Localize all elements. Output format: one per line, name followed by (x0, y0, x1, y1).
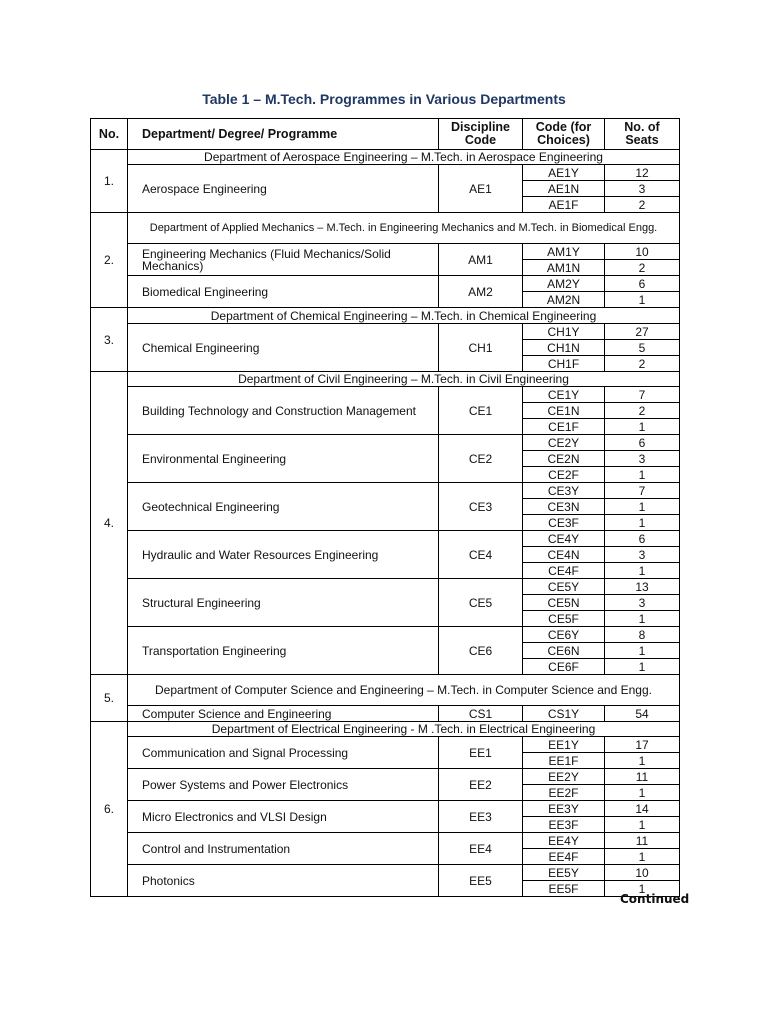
table-row (91, 324, 680, 340)
table-row (91, 244, 680, 260)
seat-count: 1 (605, 563, 680, 579)
department-heading: Department of Aerospace Engineering – M.Tech. in Aerospace Engineering (128, 150, 680, 165)
seat-count: 2 (605, 197, 680, 213)
choice-code: AE1F (523, 197, 605, 213)
seat-count: 3 (605, 181, 680, 197)
choice-code: CE4Y (523, 531, 605, 547)
seat-count: 6 (605, 435, 680, 451)
discipline-code: CE3 (439, 483, 523, 531)
choice-code: EE3Y (523, 801, 605, 817)
department-heading: Department of Chemical Engineering – M.Tech. in Chemical Engineering (128, 308, 680, 324)
programme-name: Power Systems and Power Electronics (128, 769, 439, 801)
discipline-code: CE5 (439, 579, 523, 627)
choice-code: CE5F (523, 611, 605, 627)
choice-code: EE4F (523, 849, 605, 865)
choice-code: CE6Y (523, 627, 605, 643)
discipline-code: AM2 (439, 276, 523, 308)
discipline-code: CE4 (439, 531, 523, 579)
seat-count: 3 (605, 547, 680, 563)
header-no: No. (91, 119, 128, 150)
department-heading: Department of Computer Science and Engineering – M.Tech. in Computer Science and Engg. (128, 675, 680, 706)
seat-count: 11 (605, 769, 680, 785)
seat-count: 1 (605, 515, 680, 531)
table-row (91, 531, 680, 547)
seat-count: 1 (605, 753, 680, 769)
group-number: 3. (91, 308, 128, 372)
choice-code: CS1Y (523, 706, 605, 722)
department-heading: Department of Electrical Engineering - M .Tech. in Electrical Engineering (128, 722, 680, 737)
table-row (91, 769, 680, 785)
choice-code: CE6N (523, 643, 605, 659)
dept-row (91, 150, 680, 165)
discipline-code: EE2 (439, 769, 523, 801)
choice-code: EE4Y (523, 833, 605, 849)
seat-count: 2 (605, 403, 680, 419)
dept-row (91, 372, 680, 387)
programme-name: Micro Electronics and VLSI Design (128, 801, 439, 833)
programme-name: Environmental Engineering (128, 435, 439, 483)
seat-count: 1 (605, 467, 680, 483)
group-number: 1. (91, 150, 128, 213)
discipline-code: EE3 (439, 801, 523, 833)
choice-code: CE6F (523, 659, 605, 675)
programme-name: Transportation Engineering (128, 627, 439, 675)
seat-count: 1 (605, 292, 680, 308)
discipline-code: CS1 (439, 706, 523, 722)
table-row (91, 387, 680, 403)
seat-count: 1 (605, 817, 680, 833)
table-row (91, 833, 680, 849)
discipline-code: CE1 (439, 387, 523, 435)
seat-count: 2 (605, 260, 680, 276)
table-row (91, 276, 680, 292)
header-discipline: Discipline Code (439, 119, 523, 150)
table-body (91, 150, 680, 897)
dept-row (91, 722, 680, 737)
programme-name: Hydraulic and Water Resources Engineering (128, 531, 439, 579)
discipline-code: EE1 (439, 737, 523, 769)
table-row (91, 737, 680, 753)
programmes-table (90, 118, 680, 897)
discipline-code: AM1 (439, 244, 523, 276)
header-programme: Department/ Degree/ Programme (128, 119, 439, 150)
programme-name: Structural Engineering (128, 579, 439, 627)
choice-code: CE2F (523, 467, 605, 483)
choice-code: CE5N (523, 595, 605, 611)
seat-count: 10 (605, 244, 680, 260)
table-row (91, 627, 680, 643)
seat-count: 6 (605, 276, 680, 292)
choice-code: CE5Y (523, 579, 605, 595)
choice-code: CE4F (523, 563, 605, 579)
seat-count: 10 (605, 865, 680, 881)
programme-name: Geotechnical Engineering (128, 483, 439, 531)
continued-label: Continued (620, 892, 690, 906)
seat-count: 11 (605, 833, 680, 849)
seat-count: 1 (605, 419, 680, 435)
choice-code: CE4N (523, 547, 605, 563)
dept-row (91, 308, 680, 324)
table-row (91, 801, 680, 817)
seat-count: 1 (605, 785, 680, 801)
seat-count: 6 (605, 531, 680, 547)
group-number: 6. (91, 722, 128, 897)
programme-name: Chemical Engineering (128, 324, 439, 372)
choice-code: CE3N (523, 499, 605, 515)
choice-code: AM2N (523, 292, 605, 308)
seat-count: 54 (605, 706, 680, 722)
department-heading: Department of Applied Mechanics – M.Tech. in Engineering Mechanics and M.Tech. in Biomedical Engg. (128, 213, 680, 244)
table-row (91, 865, 680, 881)
choice-code: CE3F (523, 515, 605, 531)
group-number: 5. (91, 675, 128, 722)
choice-code: CE2N (523, 451, 605, 467)
discipline-code: EE4 (439, 833, 523, 865)
seat-count: 8 (605, 627, 680, 643)
seat-count: 2 (605, 356, 680, 372)
programme-name: Computer Science and Engineering (128, 706, 439, 722)
seat-count: 14 (605, 801, 680, 817)
seat-count: 1 (605, 643, 680, 659)
dept-row (91, 213, 680, 244)
table-row (91, 435, 680, 451)
choice-code: CH1F (523, 356, 605, 372)
group-number: 2. (91, 213, 128, 308)
seat-count: 1 (605, 881, 680, 897)
choice-code: AM2Y (523, 276, 605, 292)
discipline-code: CE6 (439, 627, 523, 675)
seat-count: 7 (605, 483, 680, 499)
choice-code: CE1Y (523, 387, 605, 403)
seat-count: 5 (605, 340, 680, 356)
department-heading: Department of Civil Engineering – M.Tech. in Civil Engineering (128, 372, 680, 387)
choice-code: CE3Y (523, 483, 605, 499)
seat-count: 1 (605, 659, 680, 675)
choice-code: EE1F (523, 753, 605, 769)
choice-code: EE5F (523, 881, 605, 897)
choice-code: EE1Y (523, 737, 605, 753)
table-row (91, 579, 680, 595)
choice-code: CH1Y (523, 324, 605, 340)
discipline-code: CE2 (439, 435, 523, 483)
choice-code: AE1N (523, 181, 605, 197)
choice-code: EE3F (523, 817, 605, 833)
seat-count: 1 (605, 611, 680, 627)
header-seats: No. of Seats (605, 119, 680, 150)
choice-code: AM1Y (523, 244, 605, 260)
discipline-code: CH1 (439, 324, 523, 372)
seat-count: 12 (605, 165, 680, 181)
choice-code: AM1N (523, 260, 605, 276)
seat-count: 7 (605, 387, 680, 403)
choice-code: CE1F (523, 419, 605, 435)
programme-name: Building Technology and Construction Management (128, 387, 439, 435)
seat-count: 3 (605, 451, 680, 467)
seat-count: 17 (605, 737, 680, 753)
seat-count: 3 (605, 595, 680, 611)
choice-code: AE1Y (523, 165, 605, 181)
seat-count: 1 (605, 499, 680, 515)
table-title: Table 1 – M.Tech. Programmes in Various Departments (202, 91, 566, 107)
table-row (91, 483, 680, 499)
group-number: 4. (91, 372, 128, 675)
programme-name: Control and Instrumentation (128, 833, 439, 865)
choice-code: CH1N (523, 340, 605, 356)
table-row (91, 706, 680, 722)
discipline-code: EE5 (439, 865, 523, 897)
programme-name: Aerospace Engineering (128, 165, 439, 213)
choice-code: CE2Y (523, 435, 605, 451)
header-code: Code (for Choices) (523, 119, 605, 150)
programme-name: Engineering Mechanics (Fluid Mechanics/Solid Mechanics) (128, 244, 439, 276)
seat-count: 13 (605, 579, 680, 595)
discipline-code: AE1 (439, 165, 523, 213)
seat-count: 27 (605, 324, 680, 340)
seat-count: 1 (605, 849, 680, 865)
choice-code: CE1N (523, 403, 605, 419)
programme-name: Communication and Signal Processing (128, 737, 439, 769)
table-row (91, 165, 680, 181)
programme-name: Biomedical Engineering (128, 276, 439, 308)
choice-code: EE2F (523, 785, 605, 801)
choice-code: EE2Y (523, 769, 605, 785)
programme-name: Photonics (128, 865, 439, 897)
dept-row (91, 675, 680, 706)
choice-code: EE5Y (523, 865, 605, 881)
